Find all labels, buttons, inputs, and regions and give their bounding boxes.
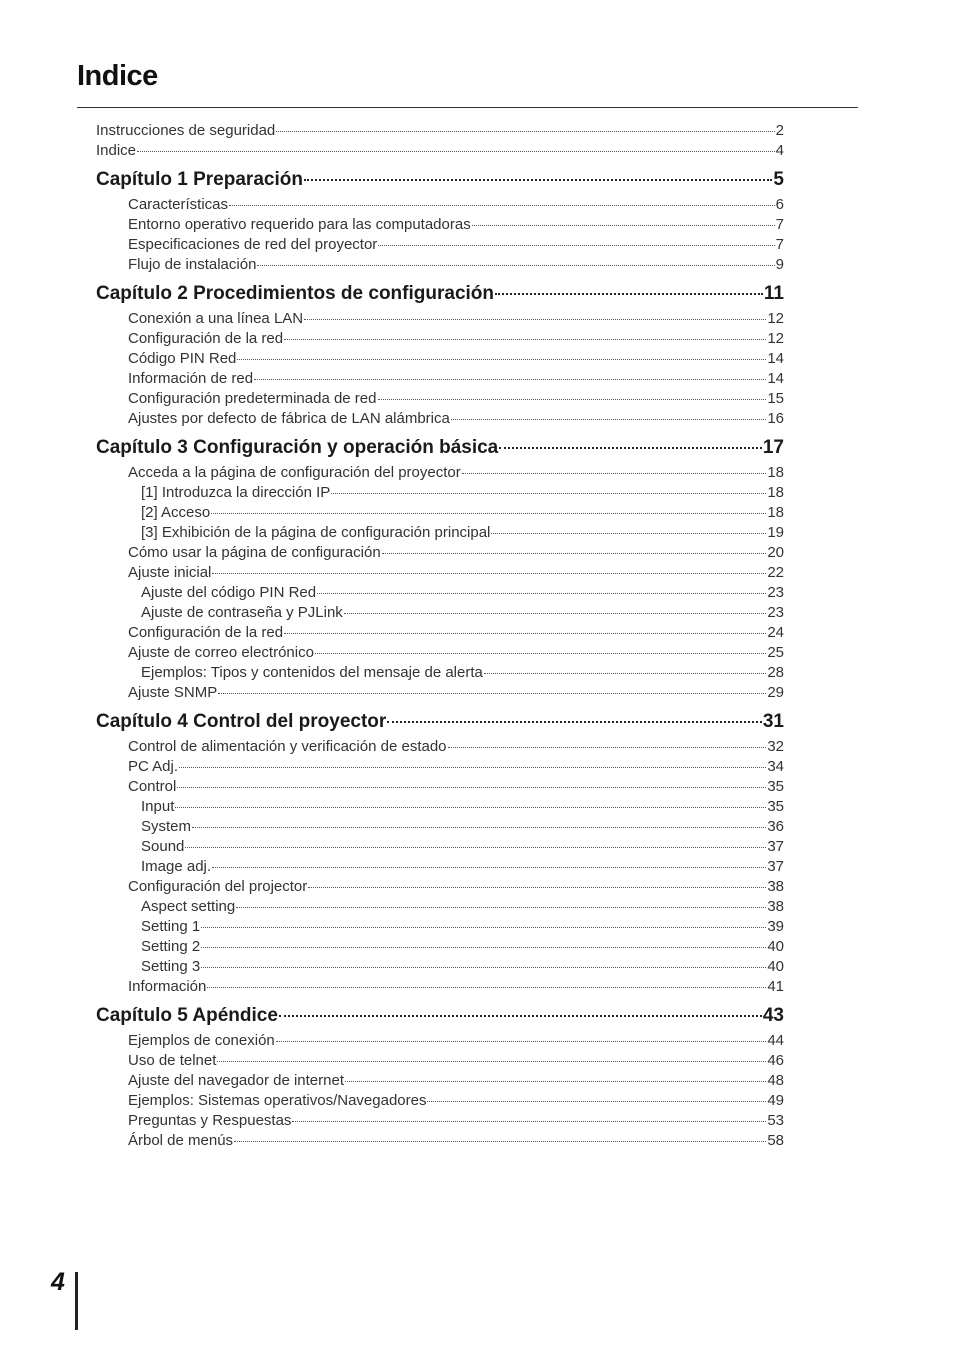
toc-leader-dots bbox=[201, 947, 766, 948]
toc-entry-label: Capítulo 5 Apéndice bbox=[96, 1005, 278, 1026]
toc-entry-page: 48 bbox=[767, 1072, 784, 1089]
toc-leader-dots bbox=[229, 205, 775, 206]
toc-entry-page: 35 bbox=[767, 798, 784, 815]
toc-entry[interactable] bbox=[128, 464, 784, 484]
page-title: Indice bbox=[77, 60, 158, 92]
toc-entry-label: Conexión a una línea LAN bbox=[128, 310, 304, 327]
toc-entry-page: 5 bbox=[773, 169, 784, 190]
toc-entry-page: 46 bbox=[767, 1052, 784, 1069]
toc-entry-page: 22 bbox=[767, 564, 784, 581]
toc-entry-label: Especificaciones de red del proyector bbox=[128, 236, 378, 253]
toc-leader-dots bbox=[179, 767, 766, 768]
toc-entry[interactable] bbox=[141, 524, 784, 544]
toc-entry-page: 34 bbox=[767, 758, 784, 775]
toc-leader-dots bbox=[495, 293, 763, 295]
toc-entry-label: Capítulo 1 Preparación bbox=[96, 169, 303, 190]
toc-entry[interactable] bbox=[141, 958, 784, 978]
toc-entry-page: 43 bbox=[762, 1005, 784, 1026]
toc-entry-page: 44 bbox=[767, 1032, 784, 1049]
toc-leader-dots bbox=[279, 1015, 762, 1017]
toc-entry[interactable] bbox=[128, 978, 784, 998]
toc-entry-page: 18 bbox=[767, 464, 784, 481]
toc-leader-dots bbox=[217, 1061, 766, 1062]
toc-entry-label: Control de alimentación y verificación de estado bbox=[128, 738, 447, 755]
toc-entry-label: Sound bbox=[141, 838, 185, 855]
toc-entry[interactable] bbox=[141, 858, 784, 878]
toc-chapter[interactable] bbox=[96, 1005, 784, 1031]
toc-entry-page: 39 bbox=[767, 918, 784, 935]
toc-entry[interactable] bbox=[96, 122, 784, 142]
toc-entry[interactable] bbox=[141, 504, 784, 524]
toc-entry-page: 19 bbox=[767, 524, 784, 541]
toc-leader-dots bbox=[177, 787, 766, 788]
toc-entry[interactable] bbox=[128, 878, 784, 898]
toc-entry-label: [1] Introduzca la dirección IP bbox=[141, 484, 331, 501]
toc-entry-label: Instrucciones de seguridad bbox=[96, 122, 276, 139]
toc-entry-label: [3] Exhibición de la página de configuración principal bbox=[141, 524, 491, 541]
toc-entry-page: 11 bbox=[763, 283, 784, 304]
toc-entry-page: 16 bbox=[767, 410, 784, 427]
toc-leader-dots bbox=[451, 419, 766, 420]
toc-entry[interactable] bbox=[141, 838, 784, 858]
toc-entry-page: 37 bbox=[767, 858, 784, 875]
toc-entry-page: 24 bbox=[767, 624, 784, 641]
toc-leader-dots bbox=[499, 447, 762, 449]
toc-entry[interactable] bbox=[141, 798, 784, 818]
toc-entry-label: Configuración de la red bbox=[128, 330, 284, 347]
toc-entry-label: Configuración del projector bbox=[128, 878, 308, 895]
toc-leader-dots bbox=[212, 867, 766, 868]
toc-leader-dots bbox=[212, 573, 766, 574]
toc-leader-dots bbox=[276, 1041, 767, 1042]
toc-entry-page: 18 bbox=[767, 504, 784, 521]
toc-entry-label: Ajuste de contraseña y PJLink bbox=[141, 604, 343, 621]
toc-entry-label: Código PIN Red bbox=[128, 350, 237, 367]
toc-entry[interactable] bbox=[128, 544, 784, 564]
toc-leader-dots bbox=[304, 319, 766, 320]
toc-leader-dots bbox=[304, 179, 772, 181]
toc-entry-label: Setting 2 bbox=[141, 938, 201, 955]
toc-leader-dots bbox=[462, 473, 767, 474]
toc-entry[interactable] bbox=[141, 484, 784, 504]
toc-leader-dots bbox=[234, 1141, 766, 1142]
toc-entry-label: Entorno operativo requerido para las computadoras bbox=[128, 216, 471, 233]
toc-entry-label: Control bbox=[128, 778, 177, 795]
toc-entry-label: Aspect setting bbox=[141, 898, 236, 915]
toc-entry[interactable] bbox=[128, 216, 784, 236]
toc-entry-label: Flujo de instalación bbox=[128, 256, 257, 273]
toc-entry-label: Ejemplos de conexión bbox=[128, 1032, 275, 1049]
toc-entry[interactable] bbox=[128, 330, 784, 350]
toc-chapter[interactable] bbox=[96, 169, 784, 195]
toc-entry-label: Ajuste del navegador de internet bbox=[128, 1072, 344, 1089]
toc-entry[interactable] bbox=[141, 584, 784, 604]
toc-entry[interactable] bbox=[141, 938, 784, 958]
toc-entry-page: 12 bbox=[767, 310, 784, 327]
toc-leader-dots bbox=[257, 265, 774, 266]
toc-entry-page: 6 bbox=[775, 196, 784, 213]
toc-entry-label: [2] Acceso bbox=[141, 504, 211, 521]
toc-leader-dots bbox=[308, 887, 766, 888]
toc-leader-dots bbox=[427, 1101, 766, 1102]
page-number-bar bbox=[75, 1272, 78, 1330]
toc-entry-page: 31 bbox=[762, 711, 784, 732]
toc-leader-dots bbox=[211, 513, 766, 514]
toc-leader-dots bbox=[484, 673, 766, 674]
toc-entry-label: Preguntas y Respuestas bbox=[128, 1112, 292, 1129]
toc-entry-page: 9 bbox=[775, 256, 784, 273]
toc-entry-label: Configuración predeterminada de red bbox=[128, 390, 377, 407]
toc-entry-label: Ajuste inicial bbox=[128, 564, 212, 581]
toc-entry[interactable] bbox=[141, 918, 784, 938]
toc-entry-label: Uso de telnet bbox=[128, 1052, 217, 1069]
toc-entry[interactable] bbox=[128, 1072, 784, 1092]
toc-entry-page: 36 bbox=[767, 818, 784, 835]
toc-entry-label: Ajuste de correo electrónico bbox=[128, 644, 314, 661]
toc-leader-dots bbox=[201, 927, 766, 928]
toc-entry-label: PC Adj. bbox=[128, 758, 179, 775]
toc-entry[interactable] bbox=[128, 236, 784, 256]
toc-entry-label: System bbox=[141, 818, 192, 835]
toc-entry-label: Información de red bbox=[128, 370, 254, 387]
toc-entry-page: 23 bbox=[767, 584, 784, 601]
toc-entry[interactable] bbox=[128, 1092, 784, 1112]
toc-entry-page: 18 bbox=[767, 484, 784, 501]
toc-entry[interactable] bbox=[128, 256, 784, 276]
toc-leader-dots bbox=[345, 1081, 766, 1082]
toc-leader-dots bbox=[207, 987, 766, 988]
toc-entry-page: 38 bbox=[767, 898, 784, 915]
toc-entry[interactable] bbox=[128, 370, 784, 390]
toc-entry[interactable] bbox=[128, 196, 784, 216]
toc-entry-page: 58 bbox=[767, 1132, 784, 1149]
toc-leader-dots bbox=[284, 339, 766, 340]
toc-leader-dots bbox=[315, 653, 766, 654]
toc-entry-page: 12 bbox=[767, 330, 784, 347]
toc-entry[interactable] bbox=[128, 624, 784, 644]
toc-entry-page: 25 bbox=[767, 644, 784, 661]
toc-entry-label: Ajustes por defecto de fábrica de LAN alámbrica bbox=[128, 410, 450, 427]
toc-entry[interactable] bbox=[128, 684, 784, 704]
toc-leader-dots bbox=[276, 131, 774, 132]
toc-entry-page: 37 bbox=[767, 838, 784, 855]
toc-entry-page: 29 bbox=[767, 684, 784, 701]
toc-entry-label: Setting 3 bbox=[141, 958, 201, 975]
toc-entry[interactable] bbox=[128, 1112, 784, 1132]
toc-leader-dots bbox=[137, 151, 775, 152]
toc-entry-label: Capítulo 4 Control del proyector bbox=[96, 711, 387, 732]
toc-leader-dots bbox=[284, 633, 766, 634]
toc-leader-dots bbox=[254, 379, 766, 380]
toc-entry-page: 38 bbox=[767, 878, 784, 895]
toc-entry-label: Configuración de la red bbox=[128, 624, 284, 641]
toc-leader-dots bbox=[448, 747, 767, 748]
toc-entry-label: Ejemplos: Tipos y contenidos del mensaje de alerta bbox=[141, 664, 483, 681]
toc-leader-dots bbox=[236, 907, 766, 908]
toc-leader-dots bbox=[378, 399, 767, 400]
toc-entry[interactable] bbox=[128, 390, 784, 410]
toc-entry-page: 41 bbox=[767, 978, 784, 995]
toc-entry-label: Input bbox=[141, 798, 175, 815]
toc-entry[interactable] bbox=[96, 142, 784, 162]
toc-entry-label: Características bbox=[128, 196, 229, 213]
toc-leader-dots bbox=[331, 493, 766, 494]
toc-entry-page: 40 bbox=[767, 938, 784, 955]
toc-entry[interactable] bbox=[141, 898, 784, 918]
toc-entry-label: Ejemplos: Sistemas operativos/Navegadores bbox=[128, 1092, 427, 1109]
toc-entry[interactable] bbox=[141, 664, 784, 684]
toc-entry-label: Acceda a la página de configuración del proyector bbox=[128, 464, 461, 481]
toc-entry-page: 32 bbox=[767, 738, 784, 755]
toc-entry-page: 20 bbox=[767, 544, 784, 561]
toc-leader-dots bbox=[472, 225, 775, 226]
toc-entry-page: 2 bbox=[775, 122, 784, 139]
toc-entry-page: 15 bbox=[767, 390, 784, 407]
toc-entry[interactable] bbox=[128, 410, 784, 430]
toc-chapter[interactable] bbox=[96, 283, 784, 309]
toc-entry[interactable] bbox=[141, 604, 784, 624]
toc-entry[interactable] bbox=[128, 1052, 784, 1072]
toc-entry-label: Indice bbox=[96, 142, 137, 159]
toc-entry[interactable] bbox=[128, 564, 784, 584]
toc-leader-dots bbox=[192, 827, 766, 828]
toc-entry-page: 7 bbox=[775, 236, 784, 253]
toc-leader-dots bbox=[292, 1121, 766, 1122]
toc-entry-page: 17 bbox=[762, 437, 784, 458]
toc-entry-page: 14 bbox=[767, 370, 784, 387]
toc-entry-page: 7 bbox=[775, 216, 784, 233]
toc-leader-dots bbox=[317, 593, 766, 594]
toc-leader-dots bbox=[175, 807, 766, 808]
toc-entry[interactable] bbox=[128, 1032, 784, 1052]
toc-entry-page: 28 bbox=[767, 664, 784, 681]
toc-entry-label: Capítulo 3 Configuración y operación básica bbox=[96, 437, 499, 458]
toc-leader-dots bbox=[344, 613, 767, 614]
toc-chapter[interactable] bbox=[96, 711, 784, 737]
toc-chapter[interactable] bbox=[96, 437, 784, 463]
toc-leader-dots bbox=[218, 693, 766, 694]
toc-entry[interactable] bbox=[128, 778, 784, 798]
toc-leader-dots bbox=[201, 967, 766, 968]
toc-entry-page: 35 bbox=[767, 778, 784, 795]
toc-leader-dots bbox=[491, 533, 766, 534]
toc-leader-dots bbox=[237, 359, 766, 360]
toc-entry[interactable] bbox=[128, 350, 784, 370]
toc-entry-page: 53 bbox=[767, 1112, 784, 1129]
toc-entry[interactable] bbox=[128, 738, 784, 758]
toc-entry-label: Setting 1 bbox=[141, 918, 201, 935]
toc-entry-label: Image adj. bbox=[141, 858, 212, 875]
toc-entry-page: 49 bbox=[767, 1092, 784, 1109]
toc-entry-page: 23 bbox=[767, 604, 784, 621]
toc-entry-label: Cómo usar la página de configuración bbox=[128, 544, 381, 561]
toc-entry-page: 4 bbox=[775, 142, 784, 159]
toc-entry[interactable] bbox=[128, 758, 784, 778]
toc-leader-dots bbox=[382, 553, 767, 554]
toc-entry-label: Ajuste del código PIN Red bbox=[141, 584, 317, 601]
toc-entry-page: 40 bbox=[767, 958, 784, 975]
toc-leader-dots bbox=[185, 847, 766, 848]
toc-entry-label: Información bbox=[128, 978, 207, 995]
toc-entry-page: 14 bbox=[767, 350, 784, 367]
page-number: 4 bbox=[51, 1268, 65, 1296]
toc-entry-label: Árbol de menús bbox=[128, 1132, 234, 1149]
toc-entry[interactable] bbox=[141, 818, 784, 838]
toc-entry[interactable] bbox=[128, 1132, 784, 1152]
toc-entry[interactable] bbox=[128, 310, 784, 330]
toc-entry-label: Ajuste SNMP bbox=[128, 684, 218, 701]
toc-entry-label: Capítulo 2 Procedimientos de configuración bbox=[96, 283, 494, 304]
toc-leader-dots bbox=[378, 245, 774, 246]
toc-leader-dots bbox=[387, 721, 762, 723]
toc-entry[interactable] bbox=[128, 644, 784, 664]
